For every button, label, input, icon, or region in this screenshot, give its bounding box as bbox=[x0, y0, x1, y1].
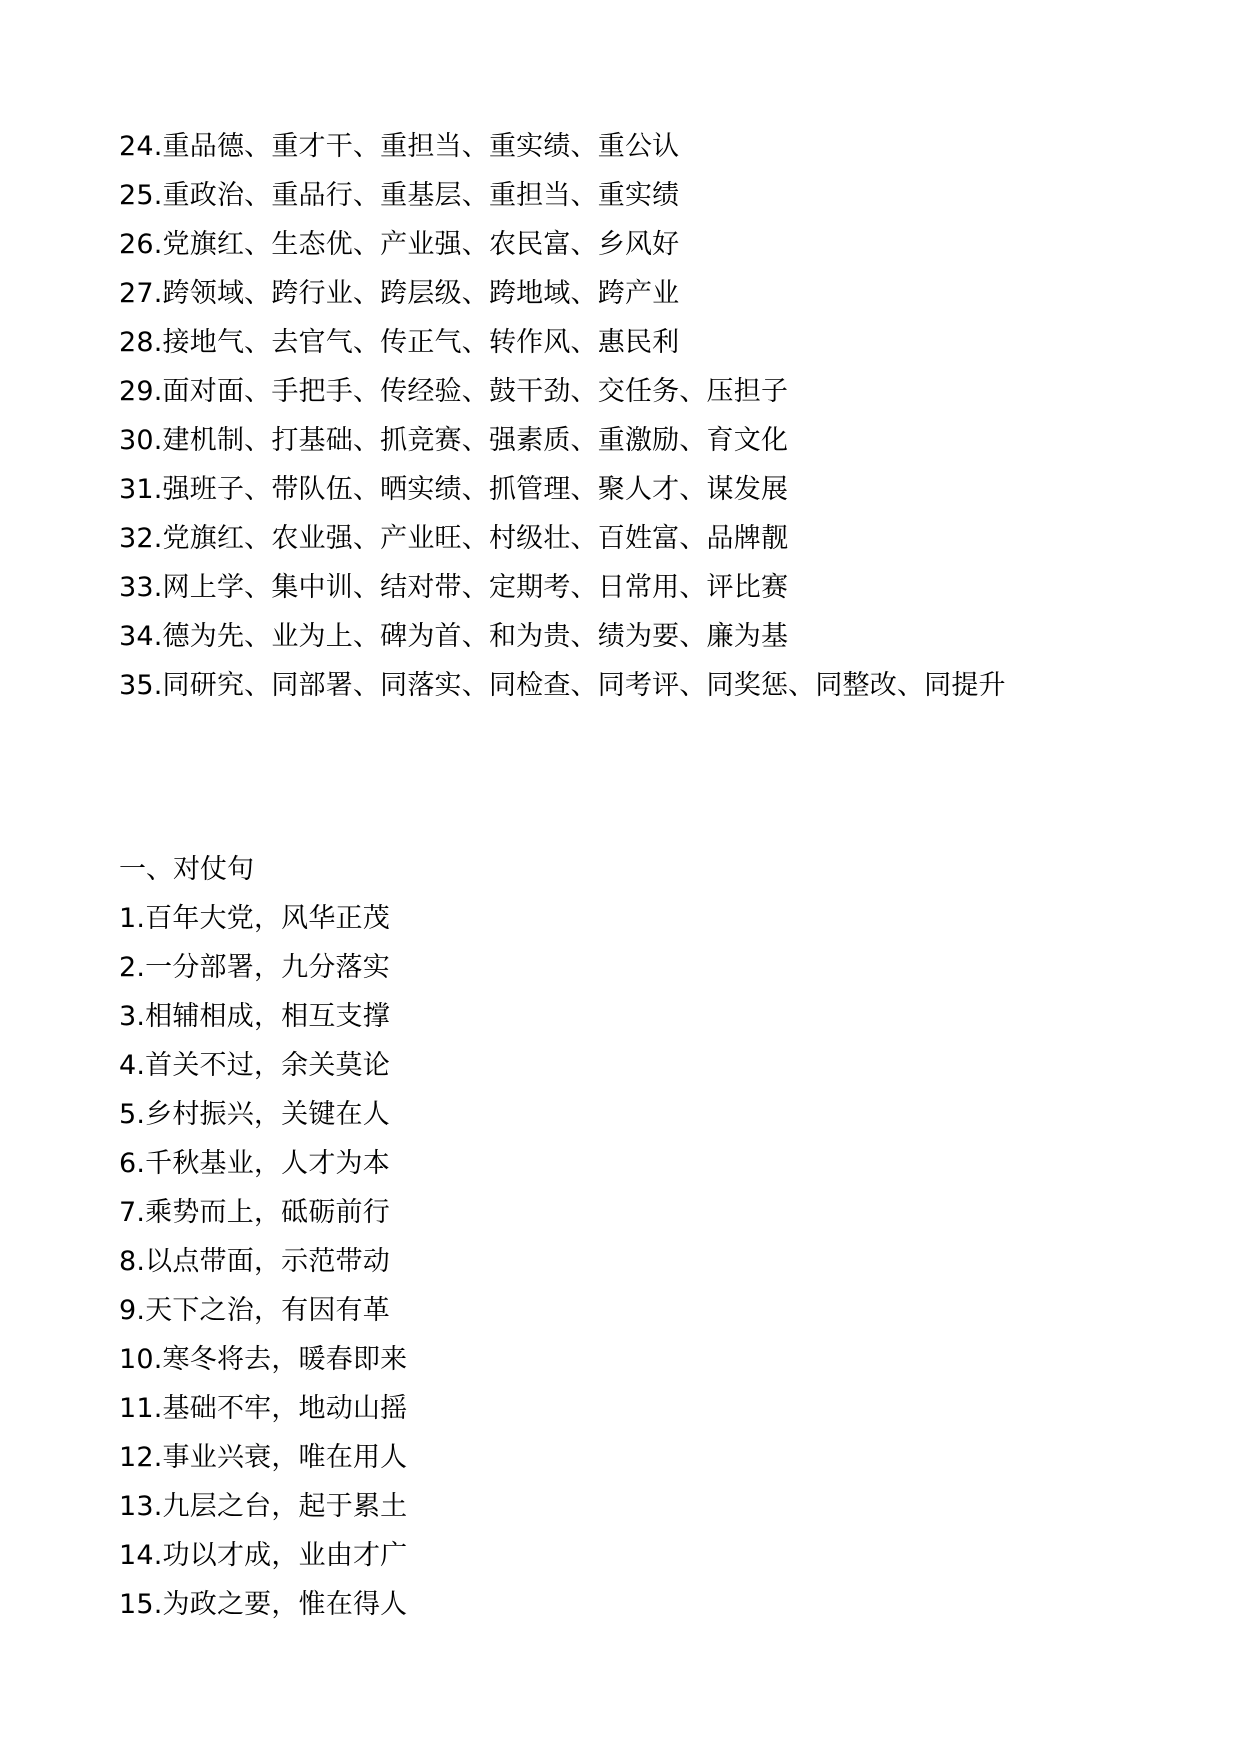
list-item: 7.乘势而上，砥砺前行 bbox=[119, 1197, 390, 1228]
list-item: 30.建机制、打基础、抓竞赛、强素质、重激励、育文化 bbox=[119, 425, 789, 456]
list-item: 29.面对面、手把手、传经验、鼓干劲、交任务、压担子 bbox=[119, 376, 789, 407]
list-item: 32.党旗红、农业强、产业旺、村级壮、百姓富、品牌靓 bbox=[119, 523, 789, 554]
list-item: 3.相辅相成，相互支撑 bbox=[119, 1001, 390, 1032]
list-item: 26.党旗红、生态优、产业强、农民富、乡风好 bbox=[119, 229, 680, 260]
phrase-list-top bbox=[119, 122, 1139, 710]
list-item: 1.百年大党，风华正茂 bbox=[119, 903, 390, 934]
list-item: 13.九层之台，起于累土 bbox=[119, 1491, 408, 1522]
list-item: 35.同研究、同部署、同落实、同检查、同考评、同奖惩、同整改、同提升 bbox=[119, 670, 1006, 701]
list-item: 15.为政之要，惟在得人 bbox=[119, 1589, 408, 1620]
list-item: 5.乡村振兴，关键在人 bbox=[119, 1099, 390, 1130]
list-item: 8.以点带面，示范带动 bbox=[119, 1246, 390, 1277]
list-item: 12.事业兴衰，唯在用人 bbox=[119, 1442, 408, 1473]
list-item: 24.重品德、重才干、重担当、重实绩、重公认 bbox=[119, 131, 680, 162]
list-item: 9.天下之治，有因有革 bbox=[119, 1295, 390, 1326]
list-item: 33.网上学、集中训、结对带、定期考、日常用、评比赛 bbox=[119, 572, 789, 603]
list-item: 14.功以才成，业由才广 bbox=[119, 1540, 408, 1571]
list-item: 25.重政治、重品行、重基层、重担当、重实绩 bbox=[119, 180, 680, 211]
list-item: 31.强班子、带队伍、晒实绩、抓管理、聚人才、谋发展 bbox=[119, 474, 789, 505]
parallel-sentences-section bbox=[119, 845, 1139, 1629]
list-item: 27.跨领域、跨行业、跨层级、跨地域、跨产业 bbox=[119, 278, 680, 309]
list-item: 2.一分部署，九分落实 bbox=[119, 952, 390, 983]
list-item: 4.首关不过，余关莫论 bbox=[119, 1050, 390, 1081]
list-item: 10.寒冬将去，暖春即来 bbox=[119, 1344, 408, 1375]
list-item: 11.基础不牢，地动山摇 bbox=[119, 1393, 408, 1424]
list-item: 34.德为先、业为上、碑为首、和为贵、绩为要、廉为基 bbox=[119, 621, 789, 652]
section-heading: 一、对仗句 bbox=[119, 854, 254, 885]
list-item: 6.千秋基业，人才为本 bbox=[119, 1148, 390, 1179]
list-item: 28.接地气、去官气、传正气、转作风、惠民利 bbox=[119, 327, 680, 358]
